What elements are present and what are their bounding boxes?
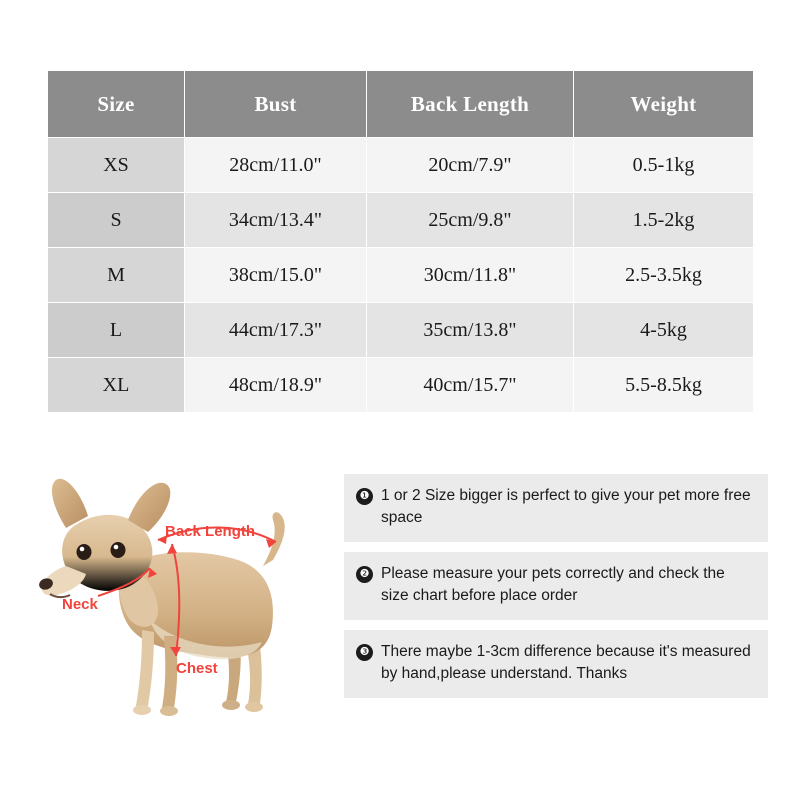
cell-bust: 48cm/18.9" [185, 358, 367, 413]
size-chart-table [47, 70, 754, 413]
dog-eye-left [77, 544, 92, 560]
dog-eye-highlight-left [80, 547, 85, 552]
cell-weight: 0.5-1kg [574, 138, 754, 193]
cell-back-length: 30cm/11.8" [367, 248, 574, 303]
table-header-row [48, 71, 754, 138]
column-header-weight: Weight [574, 71, 754, 138]
size-chart-header [48, 71, 754, 138]
column-header-back-length: Back Length [367, 71, 574, 138]
cell-bust: 34cm/13.4" [185, 193, 367, 248]
note-number-icon: ❸ [356, 644, 373, 661]
cell-weight: 5.5-8.5kg [574, 358, 754, 413]
note-text: There maybe 1-3cm difference because it's measured by hand,please understand. Thanks [381, 642, 751, 683]
notes-list [344, 474, 768, 708]
note-item [344, 630, 768, 698]
dog-measurement-diagram [30, 470, 330, 738]
cell-bust: 44cm/17.3" [185, 303, 367, 358]
cell-bust: 38cm/15.0" [185, 248, 367, 303]
dog-paw-1 [133, 705, 151, 715]
cell-weight: 4-5kg [574, 303, 754, 358]
note-item [344, 552, 768, 620]
cell-weight: 2.5-3.5kg [574, 248, 754, 303]
chest-label: Chest [176, 660, 218, 677]
cell-back-length: 40cm/15.7" [367, 358, 574, 413]
cell-back-length: 20cm/7.9" [367, 138, 574, 193]
size-chart-section [47, 70, 753, 413]
cell-size: XL [48, 358, 185, 413]
table-row [48, 303, 754, 358]
cell-size: M [48, 248, 185, 303]
dog-front-leg-near [136, 630, 154, 706]
note-item [344, 474, 768, 542]
note-number-icon: ❶ [356, 488, 373, 505]
dog-paw-2 [160, 706, 178, 716]
dog-ear-left [52, 479, 88, 528]
note-text: 1 or 2 Size bigger is perfect to give your pet more free space [381, 487, 751, 527]
back-length-label: Back Length [165, 523, 256, 540]
column-header-size: Size [48, 71, 185, 138]
table-row [48, 358, 754, 413]
dog-paw-4 [245, 702, 263, 712]
note-text: Please measure your pets correctly and check the size chart before place order [381, 564, 725, 605]
measurement-guide-section [0, 462, 800, 742]
cell-bust: 28cm/11.0" [185, 138, 367, 193]
size-chart-body [48, 138, 754, 413]
dog-paw-3 [222, 700, 240, 710]
chest-arrow-head-top [167, 544, 177, 554]
table-row [48, 248, 754, 303]
neck-label: Neck [62, 596, 98, 613]
column-header-bust: Bust [185, 71, 367, 138]
dog-eye-highlight-right [114, 545, 119, 550]
cell-back-length: 35cm/13.8" [367, 303, 574, 358]
table-row [48, 193, 754, 248]
note-number-icon: ❷ [356, 566, 373, 583]
dog-eye-right [111, 542, 126, 558]
cell-size: L [48, 303, 185, 358]
cell-back-length: 25cm/9.8" [367, 193, 574, 248]
cell-size: S [48, 193, 185, 248]
table-row [48, 138, 754, 193]
cell-size: XS [48, 138, 185, 193]
cell-weight: 1.5-2kg [574, 193, 754, 248]
